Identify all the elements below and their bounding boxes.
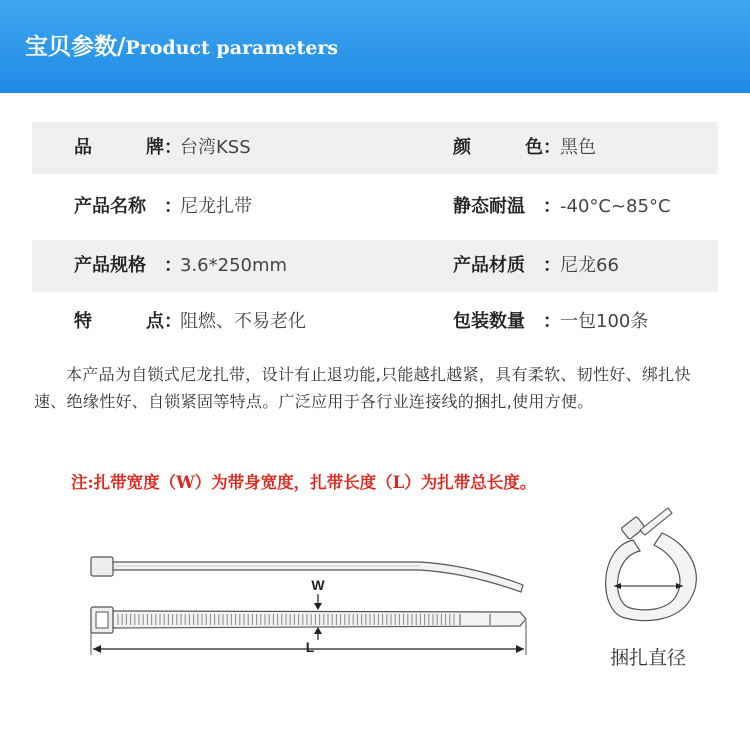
looped-tie-illustration [606, 508, 697, 669]
spec-label: 包装数量 [453, 311, 525, 332]
spec-label: 产品规格 [74, 255, 146, 276]
spec-colon: ： [164, 196, 182, 217]
spec-value: 黑色 [560, 137, 596, 158]
width-indicator [311, 577, 325, 640]
spec-row [32, 240, 718, 292]
spec-label: 静态耐温 [453, 196, 525, 217]
dimension-note: 注:扎带宽度（W）为带身宽度，扎带长度（L）为扎带总长度。 [71, 473, 537, 492]
spec-label [453, 122, 543, 174]
spec-colon: ： [164, 137, 182, 158]
spec-colon: ： [543, 311, 561, 332]
spec-colon: ： [164, 255, 182, 276]
page-title [25, 28, 338, 61]
product-description: 本产品为自锁式尼龙扎带，设计有止退功能,只能越扎越紧，具有柔软、韧性好、绑扎快速、绝缘性好、自锁紧固等特点。广泛应用于各行业连接线的捆扎,使用方便。 [34, 365, 691, 411]
spec-colon: ： [164, 311, 182, 332]
spec-value: -40°C~85°C [560, 196, 671, 217]
title-separator: / [117, 33, 126, 60]
spec-label [74, 296, 164, 348]
spec-label-char: 品 [74, 137, 92, 158]
spec-label-char: 牌 [146, 137, 164, 158]
spec-label-char: 点 [146, 311, 164, 332]
loop-diameter-caption: 捆扎直径 [609, 647, 687, 669]
header-banner [0, 0, 750, 93]
title-chinese: 宝贝参数 [25, 33, 117, 60]
spec-value: 台湾KSS [180, 137, 251, 158]
width-label: W [311, 577, 325, 593]
spec-value: 一包100条 [560, 311, 649, 332]
spec-value: 3.6*250mm [180, 255, 288, 276]
spec-row [32, 181, 718, 233]
spec-label-char: 色 [525, 137, 543, 158]
spec-colon: ： [543, 255, 561, 276]
cable-tie-diagram [0, 500, 750, 750]
cable-tie-top-view [91, 607, 526, 633]
spec-label: 产品名称 [74, 196, 146, 217]
spec-value: 阻燃、不易老化 [180, 311, 306, 332]
length-label: L [305, 639, 315, 655]
spec-label-char: 颜 [453, 137, 471, 158]
cable-tie-side-view [91, 557, 523, 592]
spec-label-char: 特 [74, 311, 92, 332]
spec-value: 尼龙66 [560, 255, 619, 276]
spec-colon: ： [543, 137, 561, 158]
spec-colon: ： [543, 196, 561, 217]
spec-label [74, 122, 164, 174]
title-english: Product parameters [125, 37, 339, 59]
spec-row [32, 296, 718, 348]
spec-label: 产品材质 [453, 255, 525, 276]
spec-row [32, 122, 718, 174]
spec-value: 尼龙扎带 [180, 196, 252, 217]
